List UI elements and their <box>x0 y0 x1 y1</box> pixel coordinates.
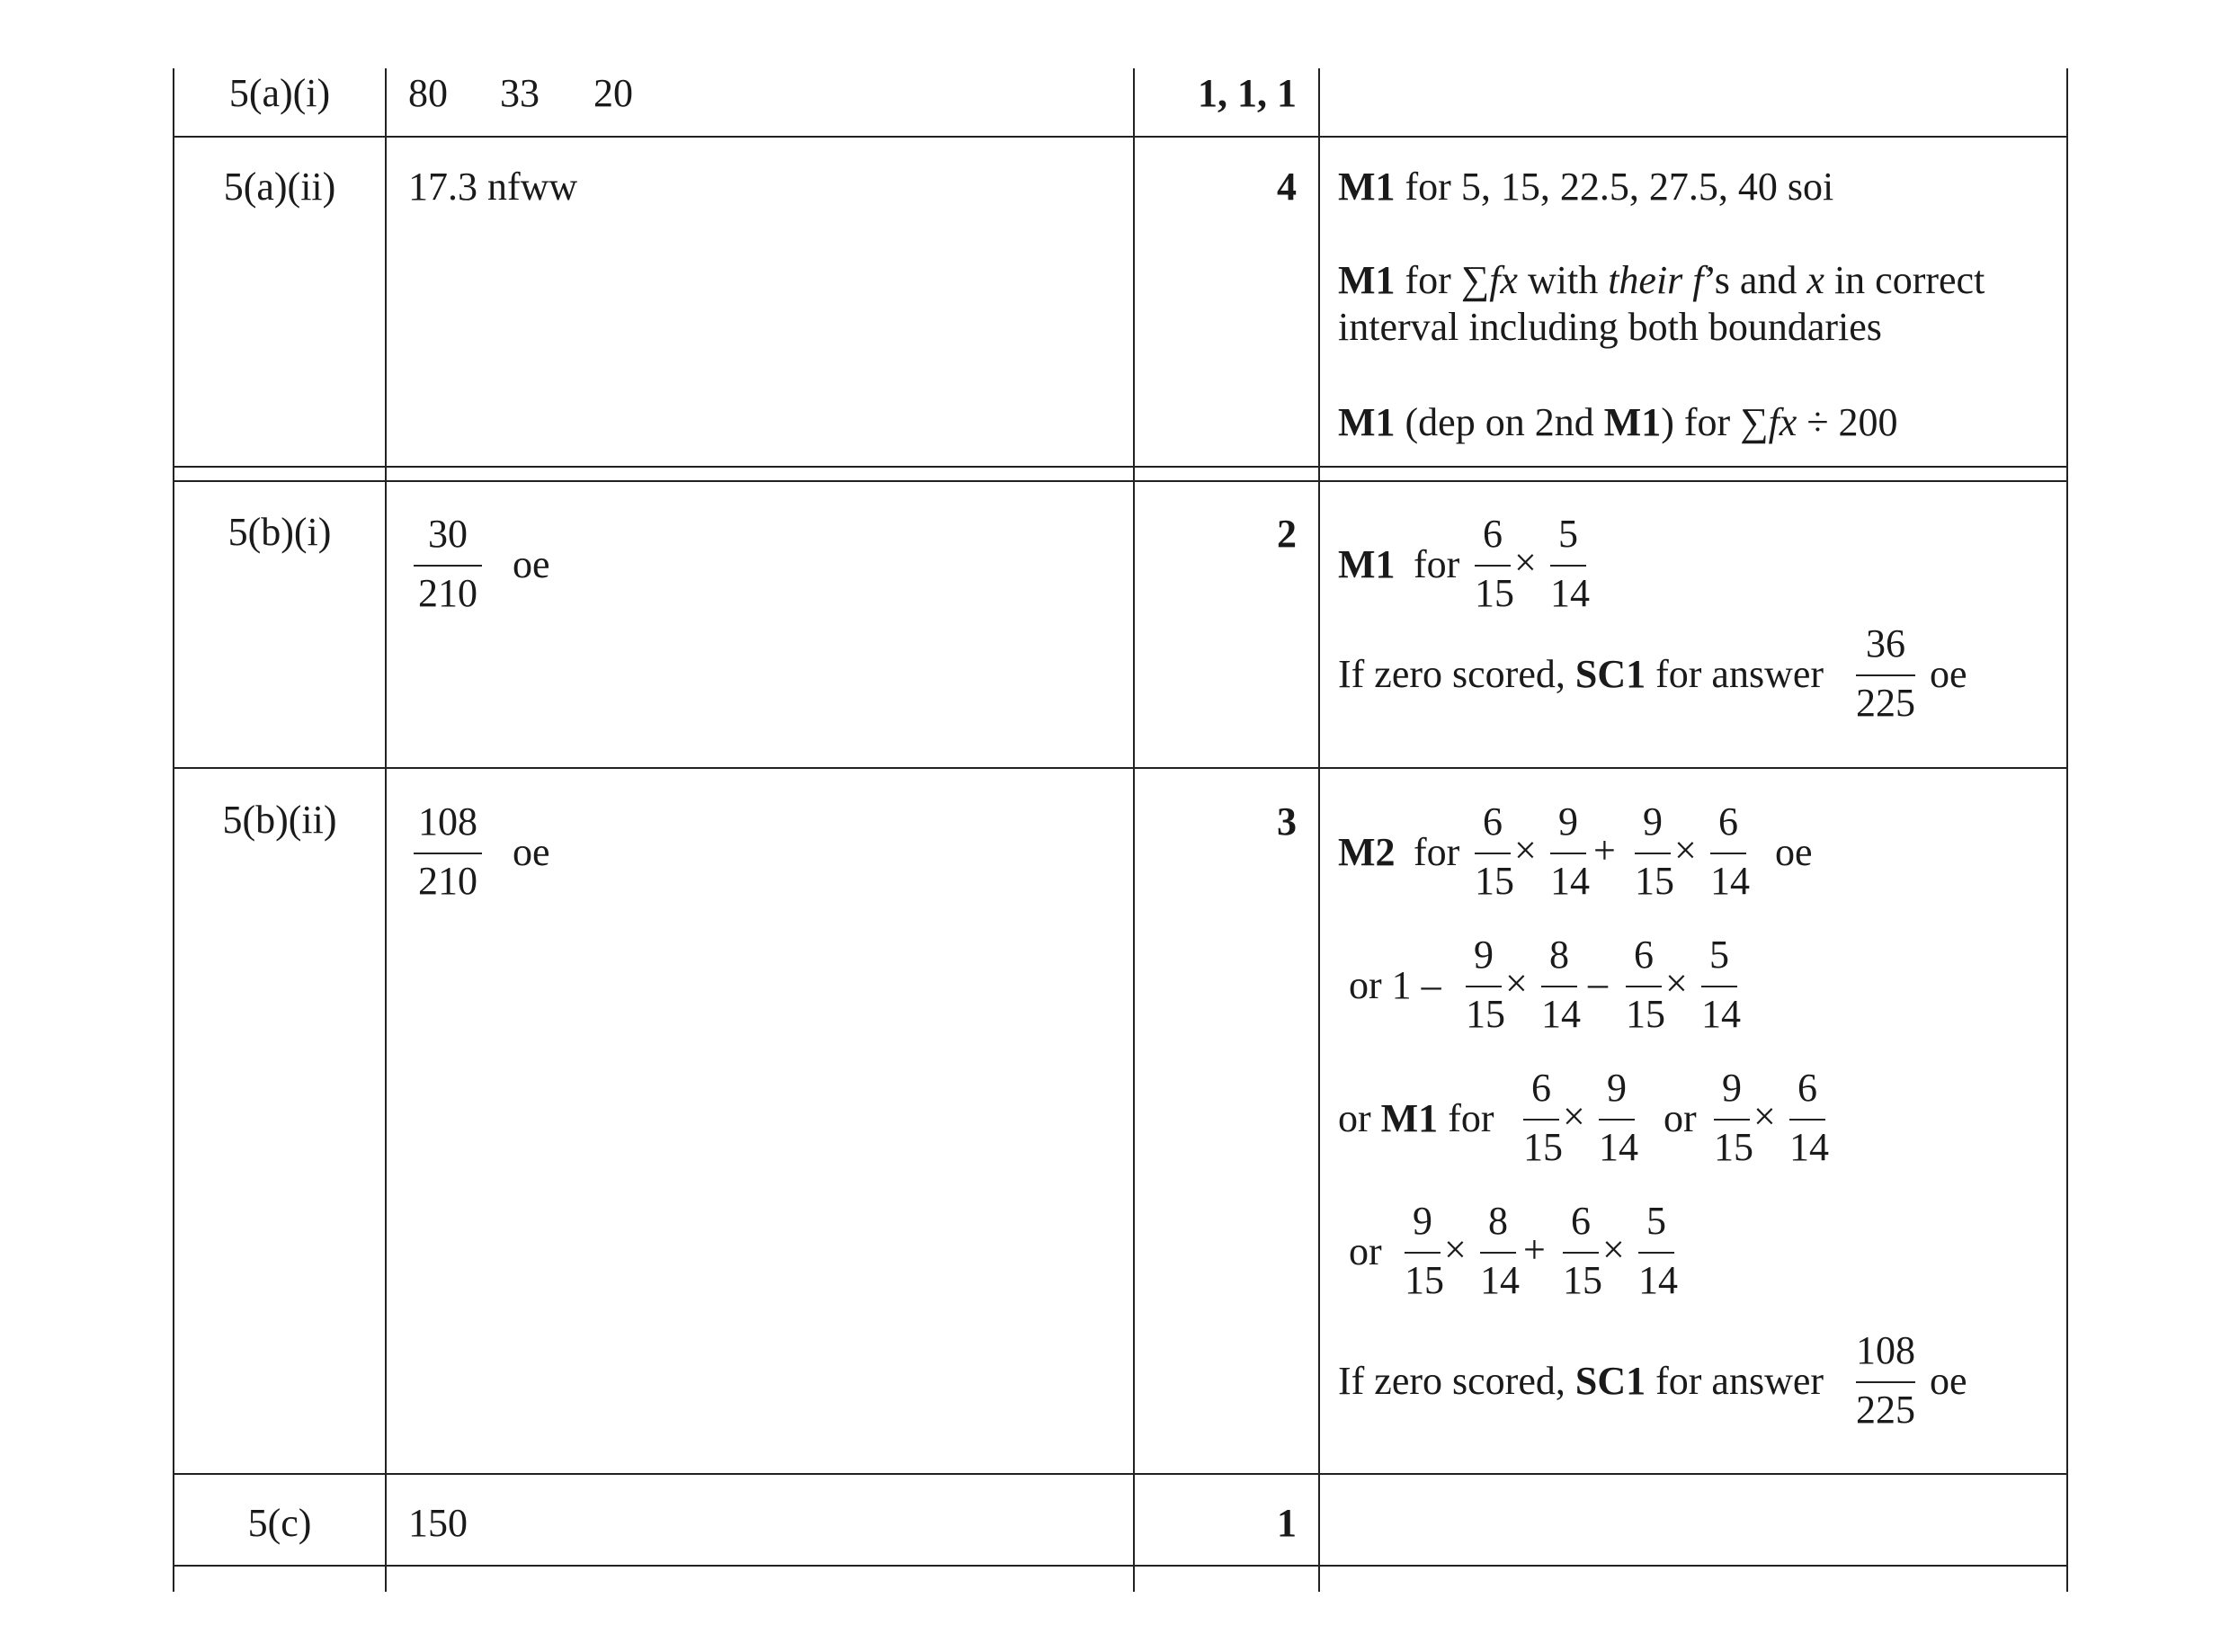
guidance-fraction: 6 15 <box>1626 933 1665 1036</box>
part-label: 5(c) <box>247 1501 312 1545</box>
guidance-fraction: 5 14 <box>1550 512 1590 615</box>
guidance-line: M1 (dep on 2nd M1) for ∑fx ÷ 200 <box>1338 400 1898 444</box>
answer-value: 33 <box>500 71 540 115</box>
guidance-fraction: 9 15 <box>1405 1199 1444 1302</box>
row-divider <box>173 1565 2068 1567</box>
plus-sign: + <box>1523 1228 1546 1272</box>
answer-fraction: 30 210 <box>414 514 482 613</box>
alternative-prefix: or 1 – <box>1349 963 1441 1007</box>
guidance-fraction: 5 14 <box>1701 933 1741 1036</box>
part-label: 5(a)(ii) <box>223 165 336 209</box>
marks-value: 2 <box>1277 512 1297 556</box>
guidance-fraction: 6 15 <box>1475 512 1514 615</box>
guidance-fraction: 9 14 <box>1599 1066 1638 1169</box>
times-sign: × <box>1505 961 1528 1005</box>
special-case-line: If zero scored, SC1 for answer <box>1338 1359 1824 1403</box>
special-case-fraction: 108 225 <box>1856 1328 1915 1432</box>
times-sign: × <box>1674 828 1697 872</box>
part-label: 5(a)(i) <box>228 71 331 115</box>
alternative-or: or <box>1664 1096 1697 1140</box>
guidance-line: M1 for 5, 15, 22.5, 27.5, 40 soi <box>1338 165 1834 209</box>
guidance-fraction: 6 15 <box>1563 1199 1602 1302</box>
minus-sign: – <box>1588 961 1608 1005</box>
marks-value: 1, 1, 1 <box>1198 71 1297 115</box>
alternative-prefix: or <box>1349 1229 1382 1273</box>
method-for: for <box>1414 542 1460 586</box>
times-sign: × <box>1563 1094 1585 1139</box>
method-mark: M2 <box>1338 830 1396 874</box>
alternative-prefix: or M1 for <box>1338 1096 1494 1140</box>
answer-value: 20 <box>593 71 633 115</box>
table-col-divider-2 <box>1133 68 1135 1592</box>
guidance-fraction: 9 15 <box>1635 799 1674 903</box>
answer-value: 80 <box>408 71 448 115</box>
special-case-line: If zero scored, SC1 for answer <box>1338 652 1824 696</box>
row-divider <box>173 1473 2068 1475</box>
guidance-fraction: 8 14 <box>1541 933 1581 1036</box>
marks-value: 1 <box>1277 1501 1297 1545</box>
guidance-fraction: 6 15 <box>1523 1066 1563 1169</box>
answer-fraction: 108 210 <box>414 802 482 901</box>
special-case-suffix: oe <box>1930 1359 1967 1403</box>
guidance-fraction: 8 14 <box>1480 1199 1520 1302</box>
times-sign: × <box>1444 1228 1467 1272</box>
table-col-divider-1 <box>385 68 387 1592</box>
times-sign: × <box>1514 828 1537 872</box>
marks-value: 3 <box>1277 799 1297 844</box>
plus-sign: + <box>1593 828 1616 872</box>
table-col-divider-3 <box>1318 68 1320 1592</box>
times-sign: × <box>1514 540 1537 585</box>
guidance-fraction: 9 14 <box>1550 799 1590 903</box>
guidance-fraction: 9 15 <box>1466 933 1505 1036</box>
special-case-fraction: 36 225 <box>1856 621 1915 725</box>
answer-value: 150 <box>408 1501 468 1545</box>
times-sign: × <box>1753 1094 1776 1139</box>
row-divider <box>173 136 2068 138</box>
guidance-fraction: 6 14 <box>1710 799 1750 903</box>
guidance-fraction: 5 14 <box>1638 1199 1678 1302</box>
row-divider <box>173 466 2068 468</box>
answer-value: 17.3 nfww <box>408 165 578 209</box>
guidance-line: M1 for ∑fx with their f’s and x in correct <box>1338 258 1985 302</box>
part-label: 5(b)(ii) <box>222 798 337 842</box>
part-label: 5(b)(i) <box>227 510 332 554</box>
method-for: for <box>1414 830 1460 874</box>
marks-value: 4 <box>1277 165 1297 209</box>
method-oe: oe <box>1775 830 1813 874</box>
row-divider <box>173 767 2068 769</box>
times-sign: × <box>1602 1228 1625 1272</box>
guidance-fraction: 6 14 <box>1789 1066 1829 1169</box>
answer-suffix: oe <box>513 830 550 874</box>
guidance-line: interval including both boundaries <box>1338 305 1882 349</box>
times-sign: × <box>1665 961 1688 1005</box>
guidance-fraction: 9 15 <box>1714 1066 1753 1169</box>
guidance-fraction: 6 15 <box>1475 799 1514 903</box>
method-mark: M1 <box>1338 542 1396 586</box>
special-case-suffix: oe <box>1930 652 1967 696</box>
row-divider <box>173 480 2068 482</box>
table-border-right <box>2066 68 2068 1592</box>
answer-suffix: oe <box>513 542 550 586</box>
